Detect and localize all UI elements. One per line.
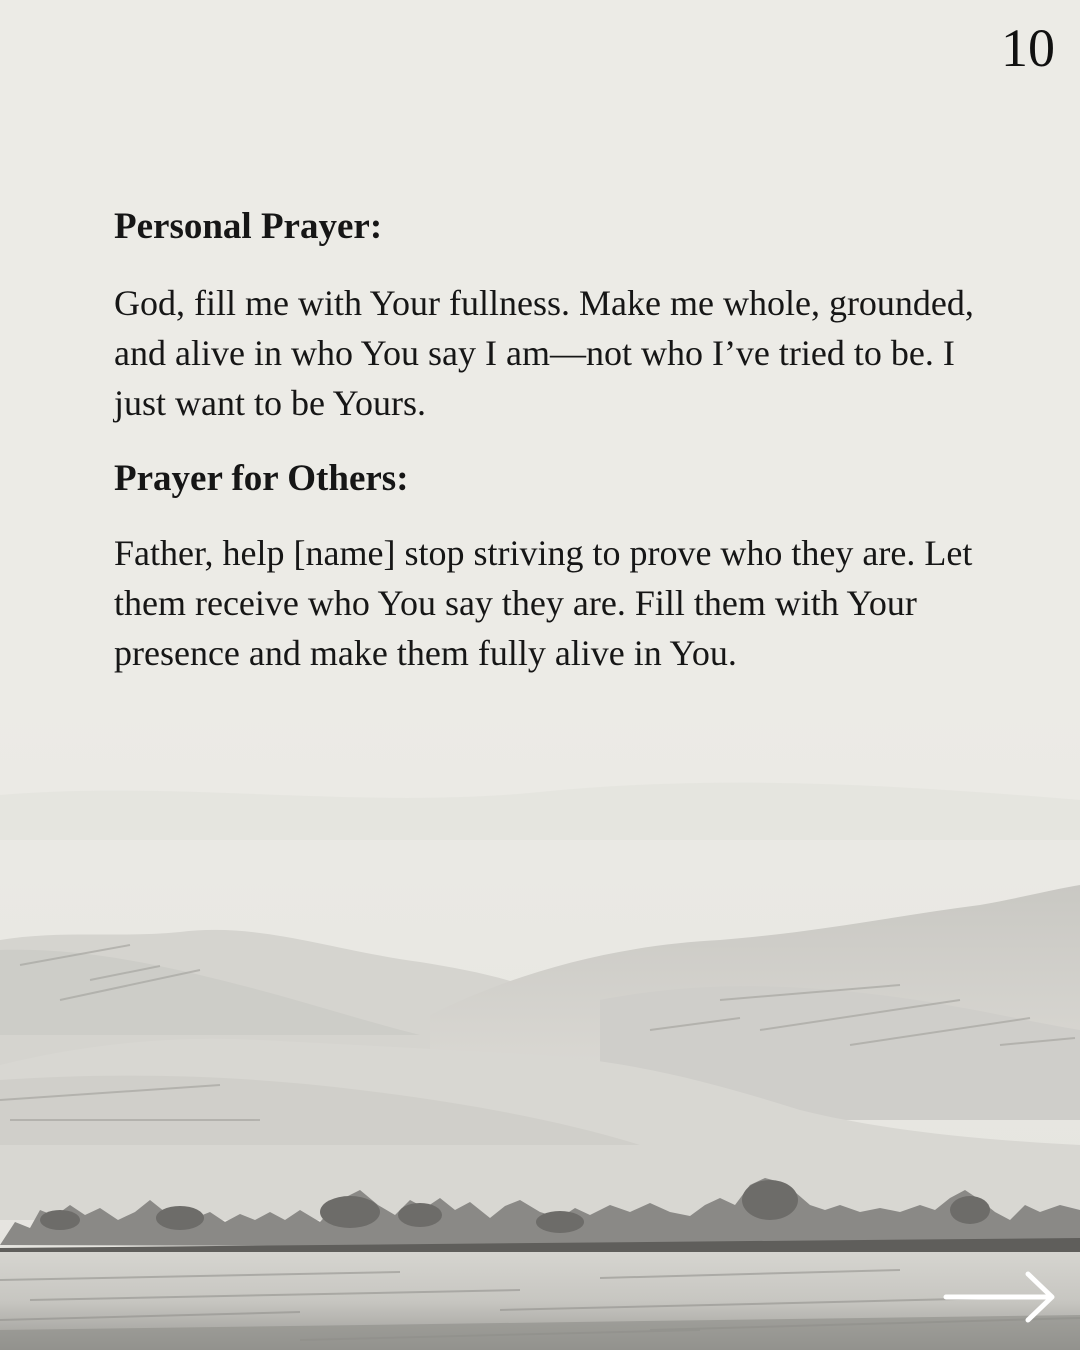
prayer-content bbox=[114, 203, 994, 678]
landscape-illustration bbox=[0, 700, 1080, 1350]
page-number: 10 bbox=[1001, 18, 1055, 78]
prayer-for-others-heading: Prayer for Others: bbox=[114, 458, 409, 499]
next-slide-button[interactable] bbox=[940, 1268, 1060, 1326]
personal-prayer-text: God, fill me with Your fullness. Make me whole, grounded, and alive in who You say I am—not who I’ve tried to be. I just want to be Yours. bbox=[114, 283, 974, 423]
prayer-for-others-text: Father, help [name] stop striving to prove who they are. Let them receive who You say they are. Fill them with Your presence and make them fully alive in You. bbox=[114, 533, 973, 673]
personal-prayer-heading: Personal Prayer: bbox=[114, 206, 383, 247]
arrow-right-icon bbox=[940, 1268, 1060, 1326]
